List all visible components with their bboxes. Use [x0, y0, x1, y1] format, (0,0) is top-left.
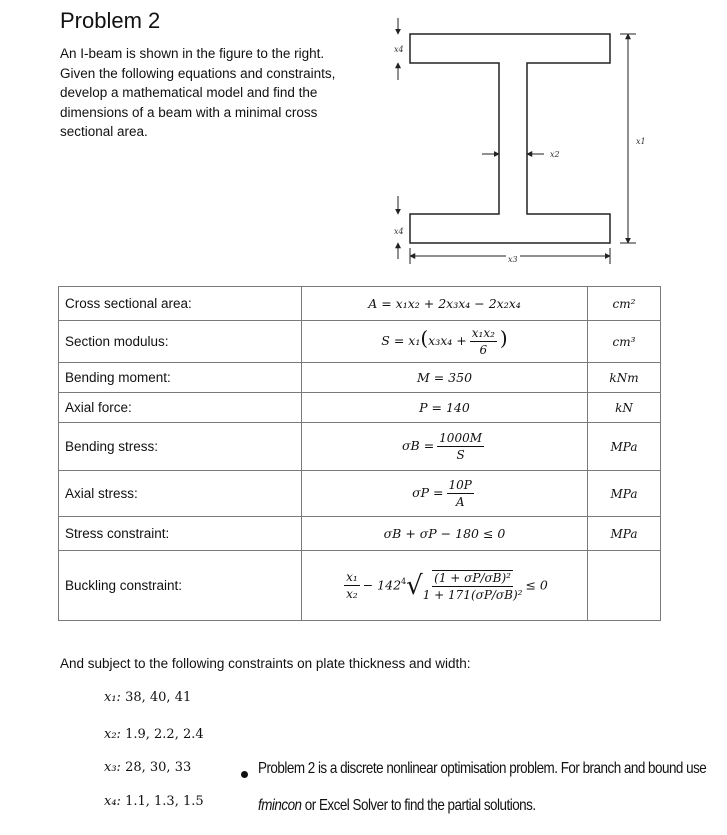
i-beam-outline [410, 34, 610, 243]
page-title: Problem 2 [60, 8, 161, 33]
axial-stress-equation: σP = $\frac{10P}{A}$ [302, 471, 588, 517]
row-unit: MPa [610, 440, 638, 454]
equations-table [58, 286, 661, 621]
i-beam-figure [370, 14, 670, 276]
table-row [59, 363, 661, 393]
note-line-2: fmincon or Excel Solver to find the partial solutions. [258, 797, 536, 814]
x4-bottom-label: x4 [394, 227, 404, 236]
x2-label: x2 [550, 150, 560, 159]
row-label: Buckling constraint: [59, 551, 302, 621]
x4-top-label: x4 [394, 45, 404, 54]
row-unit: kNm [609, 371, 639, 385]
table-row [59, 393, 661, 423]
row-unit: MPa [610, 527, 638, 541]
row-unit: cm² [612, 297, 636, 311]
row-label: Section modulus: [59, 321, 302, 363]
x1-label: x1 [636, 137, 646, 146]
row-label: Bending moment: [59, 363, 302, 393]
x4-values: x₄: 1.1, 1.3, 1.5 [104, 794, 204, 809]
table-row [59, 287, 661, 321]
row-unit: kN [615, 401, 633, 415]
force-equation: P = 140 [419, 400, 470, 415]
note-line-1: Problem 2 is a discrete nonlinear optimisation problem. For branch and bound use [258, 760, 707, 777]
subject-line: And subject to the following constraints on plate thickness and width: [60, 656, 471, 671]
intro-paragraph: An I-beam is shown in the figure to the right. Given the following equations and constraints, develop a mathematical model and find the dimensions of a beam with a minimal cross sectional area. [60, 46, 336, 139]
x1-values: x₁: 38, 40, 41 [104, 690, 192, 705]
table-row [59, 321, 661, 363]
buckling-constraint-equation: $\frac{\text{x₁}}{\text{x₂}}$ − $142^4√$ $\frac{\text{(1 + σP/σB)²}}{\text{1 + 171(σP/σB)²}}$ ≤ 0 [302, 551, 588, 621]
table-row [59, 471, 661, 517]
stress-constraint-equation: σB + σP − 180 ≤ 0 [383, 526, 506, 541]
row-unit: cm³ [612, 335, 636, 349]
table-row [59, 423, 661, 471]
row-unit: MPa [610, 487, 638, 501]
row-label: Axial stress: [59, 471, 302, 517]
bullet-icon [241, 771, 248, 778]
row-label: Axial force: [59, 393, 302, 423]
row-label: Bending stress: [59, 423, 302, 471]
section-modulus-equation: S = x₁(x₃x₄ + $\frac{\text{x₁x₂}}{6}$ ) [302, 321, 588, 363]
moment-equation: M = 350 [416, 370, 473, 385]
x3-label: x3 [508, 255, 518, 264]
bending-stress-equation: σB = $\frac{1000M}{S}$ [302, 423, 588, 471]
x3-values: x₃: 28, 30, 33 [104, 760, 192, 775]
row-label: Stress constraint: [59, 517, 302, 551]
area-equation: A = x₁x₂ + 2x₃x₄ − 2x₂x₄ [368, 296, 521, 311]
x2-values: x₂: 1.9, 2.2, 2.4 [104, 727, 204, 742]
table-row [59, 517, 661, 551]
table-row [59, 551, 661, 621]
row-label: Cross sectional area: [59, 287, 302, 321]
